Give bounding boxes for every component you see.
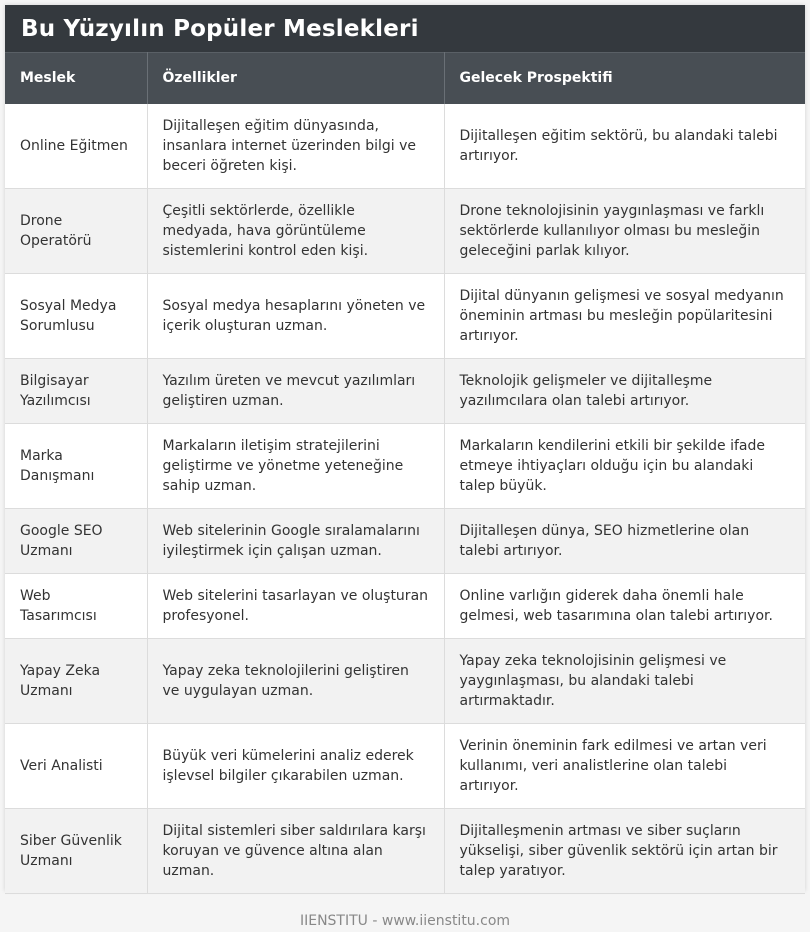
column-header-meslek: Meslek <box>5 53 147 104</box>
cell-ozellikler: Yapay zeka teknolojilerini geliştiren ve uygulayan uzman. <box>147 639 444 724</box>
cell-ozellikler: Web sitelerini tasarlayan ve oluşturan profesyonel. <box>147 574 444 639</box>
cell-meslek: Online Eğitmen <box>5 104 147 189</box>
cell-gelecek: Online varlığın giderek daha önemli hale gelmesi, web tasarımına olan talebi artırıyor. <box>444 574 805 639</box>
table-row <box>5 274 805 359</box>
cell-ozellikler: Markaların iletişim stratejilerini geliştirme ve yönetme yeteneğine sahip uzman. <box>147 424 444 509</box>
cell-ozellikler: Büyük veri kümelerini analiz ederek işlevsel bilgiler çıkarabilen uzman. <box>147 724 444 809</box>
cell-meslek: Marka Danışmanı <box>5 424 147 509</box>
professions-table <box>5 52 805 894</box>
cell-meslek: Google SEO Uzmanı <box>5 509 147 574</box>
cell-ozellikler: Web sitelerinin Google sıralamalarını iyileştirmek için çalışan uzman. <box>147 509 444 574</box>
table-row <box>5 639 805 724</box>
cell-meslek: Siber Güvenlik Uzmanı <box>5 809 147 894</box>
cell-meslek: Web Tasarımcısı <box>5 574 147 639</box>
column-header-gelecek: Gelecek Prospektifi <box>444 53 805 104</box>
column-header-ozellikler: Özellikler <box>147 53 444 104</box>
cell-gelecek: Verinin öneminin fark edilmesi ve artan veri kullanımı, veri analistlerine olan talebi artırıyor. <box>444 724 805 809</box>
cell-meslek: Bilgisayar Yazılımcısı <box>5 359 147 424</box>
cell-gelecek: Markaların kendilerini etkili bir şekilde ifade etmeye ihtiyaçları olduğu için bu alandaki talep büyük. <box>444 424 805 509</box>
cell-meslek: Veri Analisti <box>5 724 147 809</box>
cell-ozellikler: Yazılım üreten ve mevcut yazılımları geliştiren uzman. <box>147 359 444 424</box>
table-card <box>5 5 805 891</box>
cell-gelecek: Yapay zeka teknolojisinin gelişmesi ve yaygınlaşması, bu alandaki talebi artırmaktadır. <box>444 639 805 724</box>
table-row <box>5 359 805 424</box>
table-row <box>5 574 805 639</box>
cell-ozellikler: Dijital sistemleri siber saldırılara karşı koruyan ve güvence altına alan uzman. <box>147 809 444 894</box>
table-row <box>5 509 805 574</box>
cell-gelecek: Dijitalleşen eğitim sektörü, bu alandaki talebi artırıyor. <box>444 104 805 189</box>
cell-ozellikler: Çeşitli sektörlerde, özellikle medyada, hava görüntüleme sistemlerini kontrol eden kişi. <box>147 189 444 274</box>
header-row <box>5 53 805 104</box>
cell-gelecek: Dijital dünyanın gelişmesi ve sosyal medyanın öneminin artması bu mesleğin popülaritesini artırıyor. <box>444 274 805 359</box>
cell-gelecek: Drone teknolojisinin yaygınlaşması ve farklı sektörlerde kullanılıyor olması bu mesleğin geleceğini parlak kılıyor. <box>444 189 805 274</box>
cell-ozellikler: Dijitalleşen eğitim dünyasında, insanlara internet üzerinden bilgi ve beceri öğreten kişi. <box>147 104 444 189</box>
cell-meslek: Yapay Zeka Uzmanı <box>5 639 147 724</box>
cell-gelecek: Dijitalleşen dünya, SEO hizmetlerine olan talebi artırıyor. <box>444 509 805 574</box>
cell-gelecek: Teknolojik gelişmeler ve dijitalleşme yazılımcılara olan talebi artırıyor. <box>444 359 805 424</box>
cell-meslek: Drone Operatörü <box>5 189 147 274</box>
page-title: Bu Yüzyılın Popüler Meslekleri <box>21 15 419 42</box>
table-row <box>5 424 805 509</box>
table-row <box>5 809 805 894</box>
title-bar <box>5 5 805 52</box>
footer-credit: IIENSTITU - www.iienstitu.com <box>299 913 511 929</box>
cell-meslek: Sosyal Medya Sorumlusu <box>5 274 147 359</box>
table-row <box>5 724 805 809</box>
cell-gelecek: Dijitalleşmenin artması ve siber suçların yükselişi, siber güvenlik sektörü için artan bir talep yaratıyor. <box>444 809 805 894</box>
cell-ozellikler: Sosyal medya hesaplarını yöneten ve içerik oluşturan uzman. <box>147 274 444 359</box>
table-row <box>5 189 805 274</box>
table-row <box>5 104 805 189</box>
